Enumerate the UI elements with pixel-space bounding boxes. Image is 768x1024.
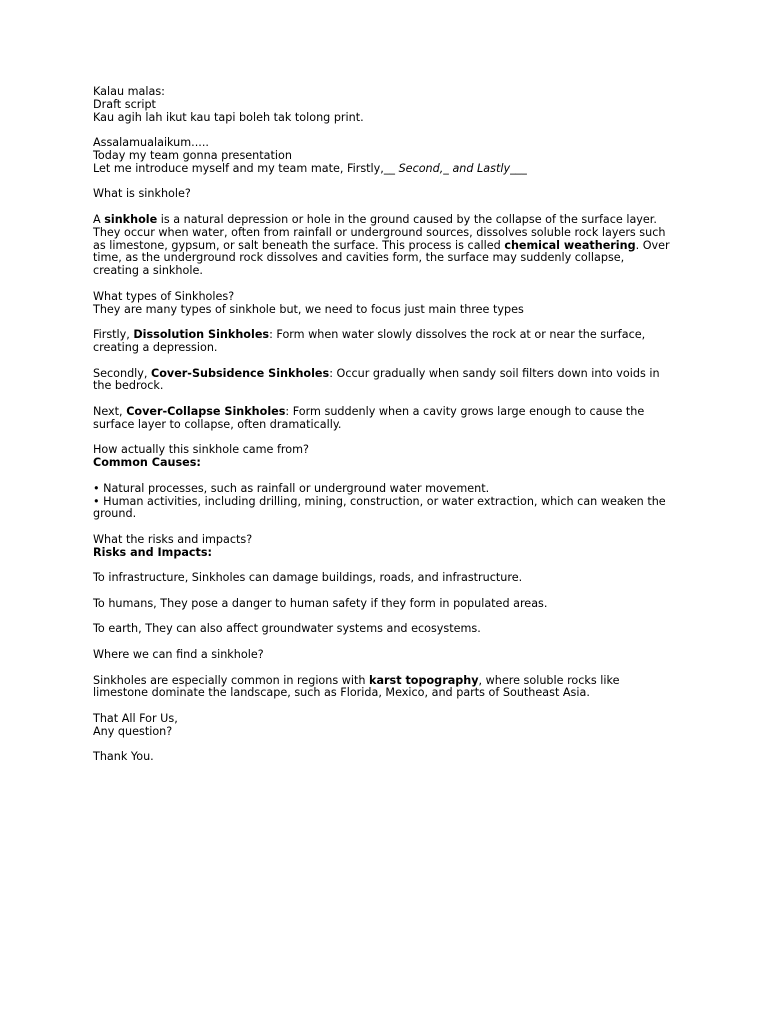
cause-bullet-human: • Human activities, including drilling, mining, construction, or water extraction, which can weaken the ground. bbox=[93, 494, 666, 521]
type-prefix: Firstly, bbox=[93, 328, 134, 342]
type-cover-collapse bbox=[93, 406, 673, 432]
cause-bullet-natural: • Natural processes, such as rainfall or underground water movement. bbox=[93, 481, 490, 495]
greeting-line-3-italic: Second,_ and Lastly___ bbox=[398, 161, 527, 175]
type-description: : Form when water slowly dissolves the rock at or near the surface, creating a depression. bbox=[93, 328, 646, 354]
type-cover-subsidence bbox=[93, 368, 673, 394]
risks-question: What the risks and impacts? bbox=[93, 532, 253, 546]
closing-line-2: Any question? bbox=[93, 724, 173, 738]
types-intro-block bbox=[93, 291, 673, 317]
closing-block bbox=[93, 713, 673, 739]
type-prefix: Secondly, bbox=[93, 366, 152, 380]
document-page bbox=[93, 86, 673, 777]
types-intro-line: They are many types of sinkhole but, we need to focus just main three types bbox=[93, 302, 524, 316]
risk-earth: To earth, They can also affect groundwater systems and ecosystems. bbox=[93, 622, 481, 636]
greeting-line-1: Assalamualaikum..... bbox=[93, 136, 209, 150]
definition-bold-sinkhole: sinkhole bbox=[104, 212, 158, 226]
causes-list bbox=[93, 483, 673, 521]
risks-heading-block bbox=[93, 534, 673, 560]
definition-paragraph bbox=[93, 214, 673, 278]
where-paragraph bbox=[93, 675, 673, 701]
intro-block bbox=[93, 86, 673, 124]
definition-text-2: is a natural depression or hole in the ground caused by the collapse of the surface layer. They occur when water, often from rainfall or underground sources, dissolves soluble rock layers such as limestone, gypsum, or salt beneath the surface. This process is called bbox=[93, 212, 666, 252]
greeting-line-3-text: Let me introduce myself and my team mate, Firstly,__ bbox=[93, 161, 399, 175]
greeting-line-2: Today my team gonna presentation bbox=[93, 148, 292, 162]
risk-humans: To humans, They pose a danger to human safety if they form in populated areas. bbox=[93, 596, 548, 610]
question-what-is-sinkhole: What is sinkhole? bbox=[93, 187, 191, 201]
greeting-block bbox=[93, 137, 673, 175]
type-description: : Occur gradually when sandy soil filters down into voids in the bedrock. bbox=[93, 366, 660, 393]
risk-infrastructure: To infrastructure, Sinkholes can damage buildings, roads, and infrastructure. bbox=[93, 571, 523, 585]
type-description: : Form suddenly when a cavity grows large enough to cause the surface layer to collapse, often dramatically. bbox=[93, 404, 645, 431]
closing-line-1: That All For Us, bbox=[93, 712, 178, 726]
thank-you: Thank You. bbox=[93, 750, 154, 764]
definition-text-3: . Over time, as the underground rock dissolves and cavities form, the surface may suddenly collapse, creating a sinkhole. bbox=[93, 238, 670, 278]
where-text-2: , where soluble rocks like limestone dominate the landscape, such as Florida, Mexico, and parts of Southeast Asia. bbox=[93, 673, 620, 700]
causes-question: How actually this sinkhole came from? bbox=[93, 443, 309, 457]
type-dissolution bbox=[93, 329, 673, 355]
type-name: Dissolution Sinkholes bbox=[133, 328, 270, 342]
question-where: Where we can find a sinkhole? bbox=[93, 648, 264, 662]
type-name: Cover-Collapse Sinkholes bbox=[126, 404, 286, 418]
causes-heading-block bbox=[93, 444, 673, 470]
definition-text-1: A bbox=[93, 212, 105, 226]
intro-line-1: Kalau malas: bbox=[93, 85, 165, 98]
where-bold-karst-topography: karst topography bbox=[369, 673, 479, 687]
intro-line-3: Kau agih lah ikut kau tapi boleh tak tolong print. bbox=[93, 110, 364, 124]
causes-heading: Common Causes: bbox=[93, 456, 201, 470]
type-prefix: Next, bbox=[93, 404, 127, 418]
risks-heading: Risks and Impacts: bbox=[93, 545, 213, 559]
intro-line-2: Draft script bbox=[93, 97, 156, 111]
definition-bold-chemical-weathering: chemical weathering bbox=[504, 238, 636, 252]
type-name: Cover-Subsidence Sinkholes bbox=[151, 366, 330, 380]
greeting-line-3 bbox=[93, 163, 673, 176]
where-text-1: Sinkholes are especially common in regions with bbox=[93, 673, 370, 687]
types-question: What types of Sinkholes? bbox=[93, 289, 235, 303]
